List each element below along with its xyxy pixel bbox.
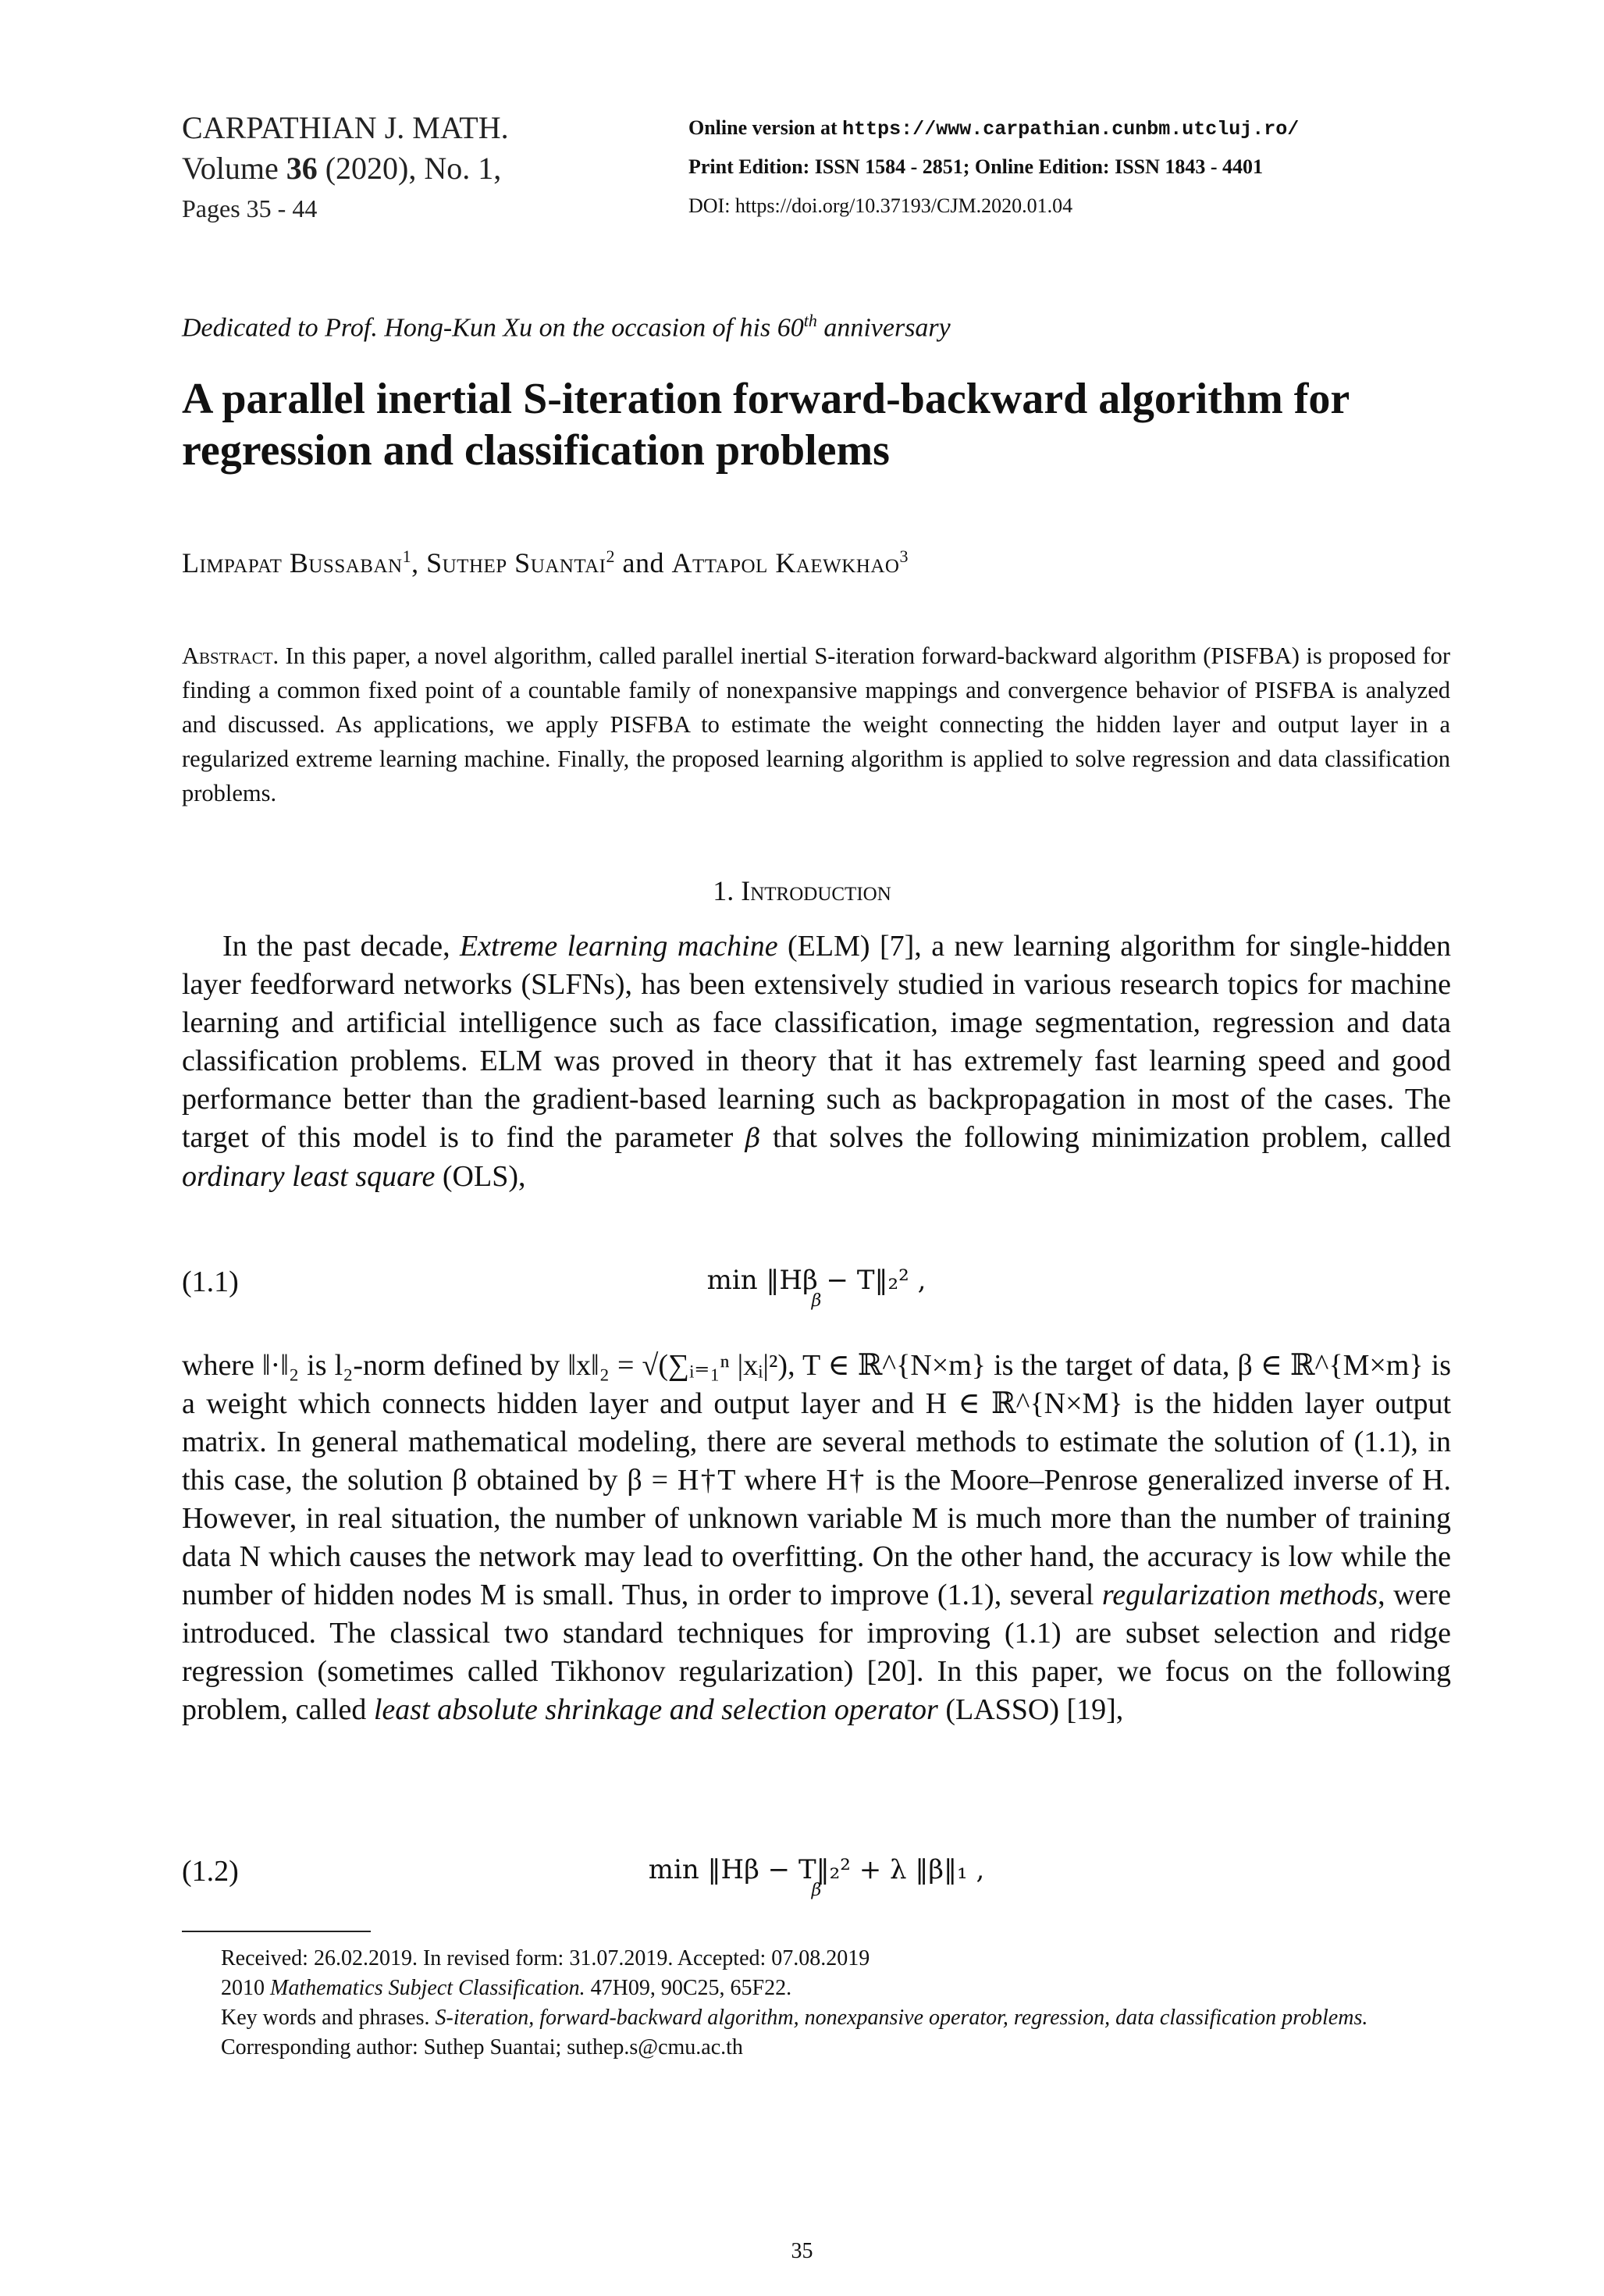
p2-c: (LASSO) [19], (937, 1693, 1124, 1726)
p2-lasso-term: least absolute shrinkage and selection operator (373, 1693, 938, 1726)
section-number: 1. (713, 875, 734, 906)
section-title: Introduction (741, 875, 891, 906)
author-1-affil: 1 (402, 546, 412, 566)
journal-pages: Pages 35 - 44 (182, 194, 318, 222)
abstract (182, 639, 1450, 810)
footnote-msc (182, 1974, 1451, 2003)
footnote-divider (182, 1931, 371, 1932)
footnotes (182, 1944, 1451, 2063)
equation-subscript: β (811, 1291, 822, 1311)
abstract-text: In this paper, a novel algorithm, called parallel inertial S-iteration forward-backward algorithm (PISFBA) is proposed for finding a common fixed point of a countable family of nonexpansive mappings and convergence behavior of PISFBA is analyzed and discussed. As applications, we apply PISFBA to estimate the weight connecting the hidden layer and output layer in a regularized extreme learning machine. Finally, the proposed learning algorithm is applied to solve regression and data classification problems. (182, 643, 1450, 806)
dedication (182, 304, 951, 345)
dedication-text: Dedicated to Prof. Hong-Kun Xu on the occasion of his 60 (182, 313, 804, 343)
equation-subscript: β (811, 1881, 822, 1900)
paper-title: A parallel inertial S-iteration forward-backward algorithm for regression and classification problems (182, 375, 1350, 475)
volume-number: 36 (286, 151, 318, 186)
authors-separator: , (411, 547, 427, 578)
p1-b: (ELM) [7], a new learning algorithm for single-hidden layer feedforward networks (SLFNs), has been extensively studied in various research topics for machine learning and artificial intelligence such as face classification, image segmentation, regression and data classification problems. ELM was proved in theory that it has extremely fast learning speed and good performance better than the gradient-based learning such as backpropagation in most of the cases. The target of this model is to find the parameter (182, 930, 1451, 1154)
print-edition: Print Edition: ISSN 1584 - 2851; Online Edition: ISSN 1843 - 4401 (688, 155, 1264, 178)
author-1: Limpapat Bussaban (182, 547, 403, 578)
footnote-keywords (182, 2003, 1451, 2033)
dedication-tail: anniversary (816, 313, 951, 343)
msc-label: 2010 (221, 1976, 270, 2000)
footnote-corresponding: Corresponding author: Suthep Suantai; suthep.s@cmu.ac.th (221, 2035, 743, 2059)
volume-suffix: (2020), No. 1, (317, 151, 502, 186)
intro-paragraph-2 (182, 1347, 1451, 1729)
equation-1-2 (182, 1854, 1451, 1909)
online-url[interactable]: https://www.carpathian.cunbm.utcluj.ro/ (842, 118, 1300, 141)
p2-a: where ‖·‖₂ is l₂-norm defined by ‖x‖₂ = √(∑ᵢ₌₁ⁿ |xᵢ|²), T ∈ ℝ^{N×m} is the target of data, β ∈ ℝ^{M×m} is a weight which connects hidden layer and output layer and H ∈ ℝ^{N×M} is the hidden layer output matrix. In general mathematical modeling, there are several methods to estimate the solution of (1.1), in this case, the solution β obtained by β = H†T where H† is the Moore–Penrose generalized inverse of H. However, in real situation, the number of unknown variable M is much more than the number of training data N which causes the network may lead to overfitting. On the other hand, the accuracy is low while the number of hidden nodes M is small. Thus, in order to improve (1.1), several (182, 1349, 1451, 1611)
p2-regularization-term: regularization methods (1101, 1579, 1378, 1611)
volume-prefix: Volume (182, 151, 286, 186)
p1-a: In the past decade, (222, 930, 461, 963)
journal-volume (182, 148, 501, 189)
author-3-affil: 3 (899, 546, 909, 566)
keywords-list: S-iteration, forward-backward algorithm, nonexpansive operator, regression, data classification problems. (435, 2006, 1368, 2030)
author-2-affil: 2 (606, 546, 616, 566)
online-version (688, 114, 1299, 144)
keywords-label: Key words and phrases. (221, 2006, 436, 2030)
doi[interactable]: DOI: https://doi.org/10.37193/CJM.2020.01.04 (688, 194, 1073, 217)
msc-codes: 47H09, 90C25, 65F22. (585, 1976, 792, 2000)
author-2: Suthep Suantai (426, 547, 606, 578)
page-number: 35 (791, 2239, 813, 2263)
journal-name: CARPATHIAN J. MATH. (182, 110, 509, 145)
equation-expression: min ‖Hβ − T‖₂² + λ ‖β‖₁ , (648, 1854, 985, 1885)
equation-expression: min ‖Hβ − T‖₂² , (706, 1265, 926, 1296)
author-3: Attapol Kaewkhao (671, 547, 900, 578)
p2-b: , were introduced. The classical two standard techniques for improving (1.1) are subset selection and ridge regression (sometimes called Tikhonov regularization) [20]. In this paper, we focus on the following problem, called (182, 1579, 1451, 1726)
section-heading (0, 873, 1604, 909)
authors-and: and (615, 547, 672, 578)
equation-1-1 (182, 1265, 1451, 1319)
p1-beta: β (745, 1123, 761, 1154)
equation-number: (1.2) (182, 1855, 239, 1888)
authors (182, 539, 909, 581)
abstract-label: Abstract. (182, 643, 279, 669)
p1-elm-term: Extreme learning machine (460, 930, 778, 963)
dedication-sup: th (803, 311, 817, 330)
msc-title: Mathematics Subject Classification. (270, 1976, 585, 2000)
p1-ols-term: ordinary least square (182, 1160, 436, 1193)
footnote-received: Received: 26.02.2019. In revised form: 31.07.2019. Accepted: 07.08.2019 (221, 1946, 870, 1970)
p1-c: that solves the following minimization problem, called (760, 1121, 1451, 1154)
equation-body (182, 1265, 1451, 1311)
intro-paragraph-1 (182, 927, 1451, 1196)
p1-d: (OLS), (435, 1160, 526, 1193)
equation-number: (1.1) (182, 1265, 239, 1298)
online-prefix: Online version at (688, 116, 843, 139)
equation-body (182, 1854, 1451, 1900)
